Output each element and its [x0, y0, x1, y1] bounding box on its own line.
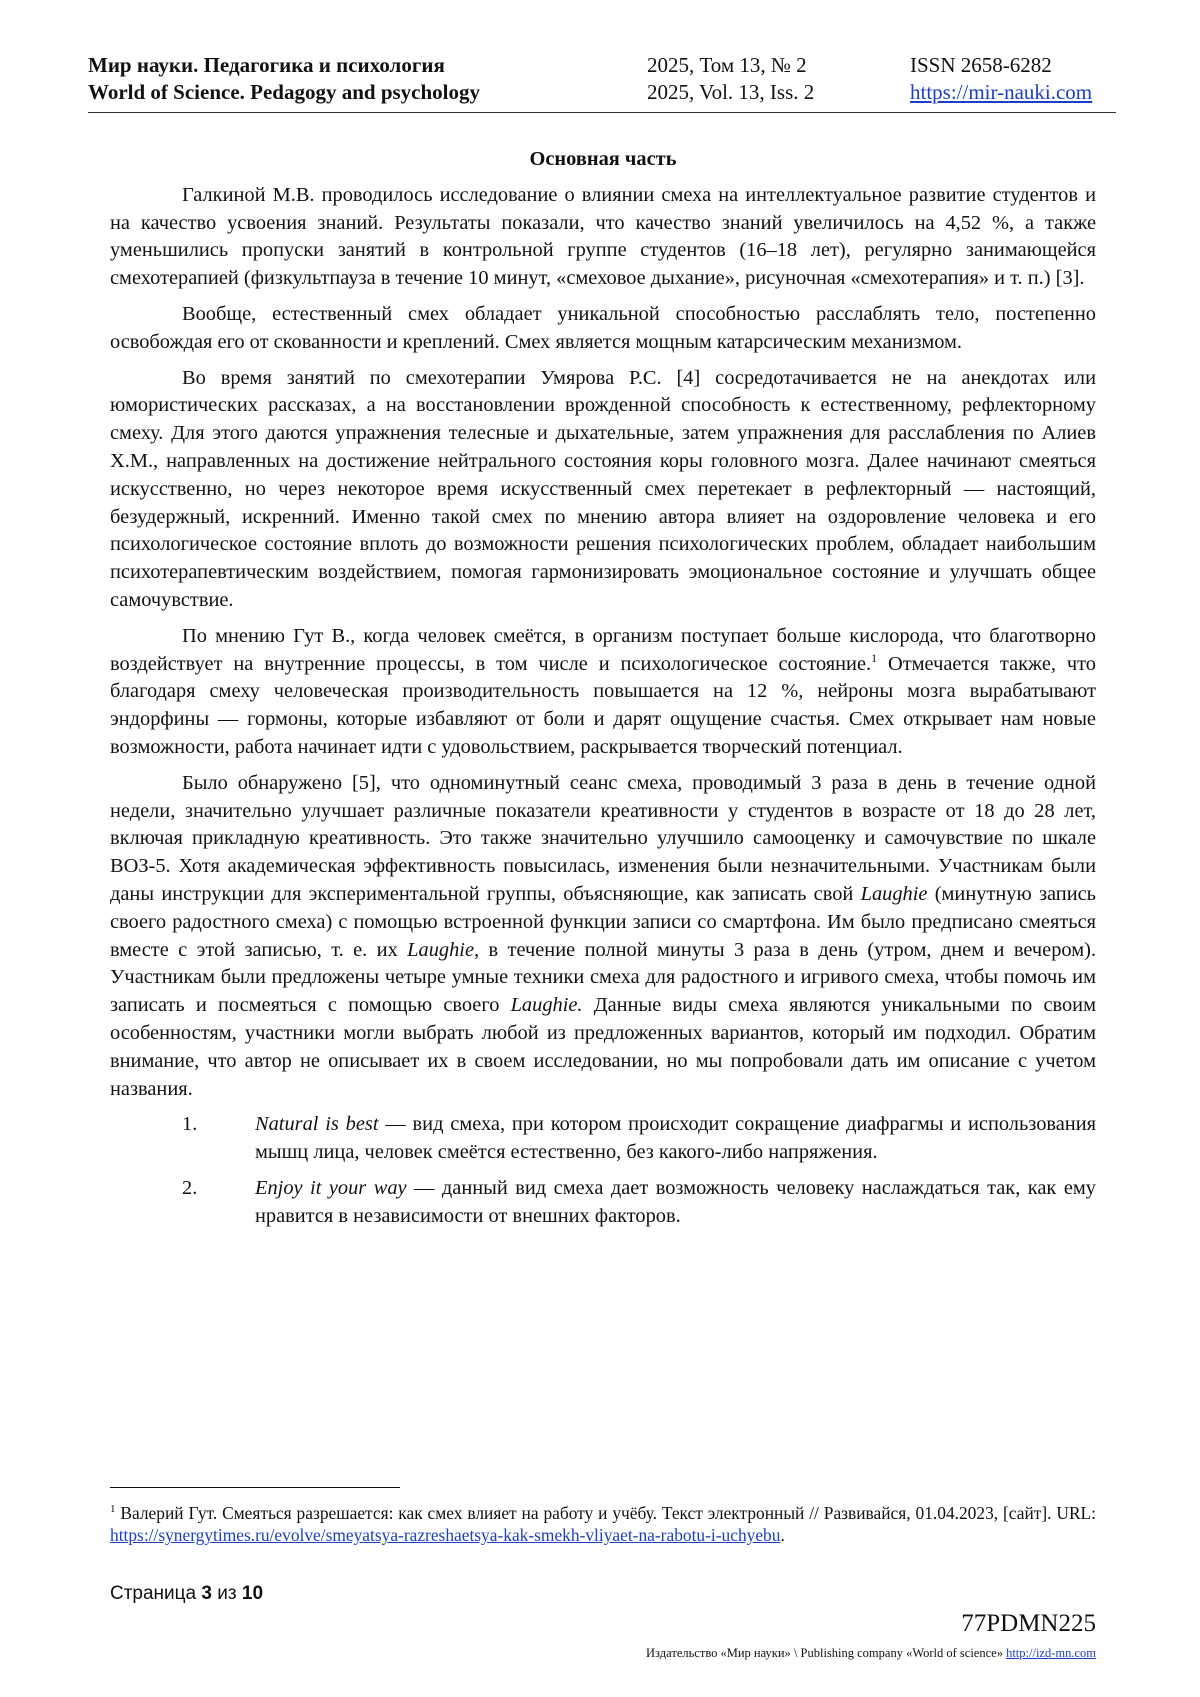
list-term: Enjoy it your way [255, 1176, 407, 1199]
article-body [110, 146, 1096, 1238]
section-title: Основная часть [529, 148, 677, 170]
term-laughie: Laughie. [510, 994, 583, 1017]
paragraph-5 [110, 770, 1096, 1104]
list-number: 1. [182, 1113, 198, 1136]
paragraph-1: Галкиной М.В. проводилось исследование о влиянии смеха на интеллектуальное развитие студентов и на качество усвоения знаний. Результаты показали, что качество знаний увеличилось на 4,52 %, а также уменьшились пропуски занятий в контрольной группе студентов (16–18 лет), регулярно занимающейся смехотерапией (физкультпауза в течение 10 минут, «смеховое дыхание», рисуночная «смехотерапия» и т. п.) [3]. [110, 183, 1096, 290]
journal-title-block [88, 52, 480, 106]
journal-title-ru: Мир науки. Педагогика и психология [88, 53, 445, 77]
term-laughie: Laughie [407, 938, 475, 961]
list-text: — данный вид смеха дает возможность человеку наслаждаться так, как ему нравится в независимости от внешних факторов. [255, 1176, 1096, 1227]
page-number [110, 1583, 263, 1605]
publisher-text: Издательство «Мир науки» \ Publishing company «World of science» [646, 1646, 1007, 1660]
paragraph-4 [110, 623, 1096, 762]
issn-block [910, 52, 1092, 106]
publisher-link[interactable]: http://izd-mn.com [1006, 1646, 1096, 1660]
issn: ISSN 2658-6282 [910, 53, 1052, 77]
journal-site-link[interactable]: https://mir-nauki.com [910, 80, 1093, 104]
issue-en: 2025, Vol. 13, Iss. 2 [647, 80, 815, 104]
footnote-divider [110, 1487, 400, 1488]
list-number: 2. [182, 1176, 198, 1199]
page-label: Страница [110, 1583, 197, 1604]
footnote-text: Валерий Гут. Смеяться разрешается: как смех влияет на работу и учёбу. Текст электронный // Развивайся, 01.04.2023, [сайт]. URL: [115, 1502, 1096, 1523]
list-item [110, 1175, 1096, 1231]
paragraph-5-part-3: , в течение полной минуты 3 раза в день (утром, днем и вечером). Участникам были предложены четыре умные техники смеха для радостного и игривого смеха, чтобы помочь им записать и посмеяться с помощью своего [110, 938, 1096, 1017]
paragraph-2: Вообще, естественный смех обладает уникальной способностью расслаблять тело, постепенно освобождая его от скованности и креплений. Смех является мощным катарсическим механизмом. [110, 302, 1096, 353]
footnote-mark: 1 [110, 1503, 116, 1515]
term-laughie: Laughie [860, 882, 928, 905]
page-of: из [217, 1583, 237, 1604]
paragraph-5-part-1: Было обнаружено [5], что одноминутный сеанс смеха, проводимый 3 раза в день в течение одной недели, значительно улучшает различные показатели креативности у студентов в возрасте от 18 до 28 лет, включая прикладную креативность. Это также значительно улучшило самооценку и самочувствие по шкале ВОЗ-5. Хотя академическая эффективность повысилась, изменения были незначительными. Участникам были даны инструкции для экспериментальной группы, объясняющие, как записать свой [110, 771, 1096, 905]
list-term: Natural is best [255, 1113, 379, 1136]
paragraph-4-text-a: По мнению Гут В., когда человек смеётся, в организм поступает больше кислорода, что благотворно воздействует на внутренние процессы, в том числе и психологическое состояние. [110, 624, 1096, 675]
page-current: 3 [201, 1583, 212, 1604]
paragraph-5-part-4: Данные виды смеха являются уникальными по своим особенностям, участники могли выбрать любой из предложенных вариантов, который им подходил. Обратим внимание, что автор не описывает их в своем исследовании, но мы попробовали дать им описание с учетом названия. [110, 994, 1097, 1100]
paragraph-5-part-2: (минутную запись своего радостного смеха) с помощью встроенной функции записи со смартфона. Им было предписано смеяться вместе с этой записью, т. е. их [110, 882, 1096, 961]
list-item [110, 1111, 1096, 1167]
footnote-url-link[interactable]: https://synergytimes.ru/evolve/smeyatsya-razreshaetsya-kak-smekh-vliyaet-na-rabotu-i-uchyebu [110, 1525, 781, 1546]
footnote-ref[interactable]: 1 [871, 650, 878, 665]
article-code: 77PDMN225 [961, 1610, 1096, 1637]
issue-ru: 2025, Том 13, № 2 [647, 53, 807, 77]
page-total: 10 [241, 1583, 264, 1604]
paragraph-3: Во время занятий по смехотерапии Умярова Р.С. [4] сосредотачивается не на анекдотах или юмористических рассказах, а на восстановлении врожденной способность к естественному, рефлекторному смеху. Для этого даются упражнения телесные и дыхательные, затем упражнения для расслабления по Алиев Х.М., направленных на достижение нейтрального состояния коры головного мозга. Далее начинают смеяться искусственно, но через некоторое время искусственный смех перетекает в рефлекторный — настоящий, безудержный, искренний. Именно такой смех по мнению автора влияет на оздоровление человека и его психологическое состояние вплоть до возможности решения психологических проблем, обладает наибольшим психотерапевтическим воздействием, помогая гармонизировать эмоциональное состояние и улучшать общее самочувствие. [110, 366, 1096, 611]
list-text: — вид смеха, при котором происходит сокращение диафрагмы и использования мышц лица, человек смеётся естественно, без какого-либо напряжения. [255, 1113, 1096, 1164]
footnote-end: . [780, 1525, 785, 1546]
issue-block [647, 52, 814, 106]
journal-title-en: World of Science. Pedagogy and psychology [88, 80, 481, 104]
journal-header [88, 52, 1116, 113]
paragraph-4-text-b: Отмечается также, что благодаря смеху человеческая производительность повышается на 12 %, нейроны мозга вырабатывают эндорфины — гормоны, которые избавляют от боли и дарят ощущение счастья. Смех открывает нам новые возможности, работа начинает идти с удовольствием, раскрывается творческий потенциал. [110, 652, 1097, 758]
footnote [110, 1498, 1096, 1547]
publisher-line [646, 1645, 1096, 1661]
